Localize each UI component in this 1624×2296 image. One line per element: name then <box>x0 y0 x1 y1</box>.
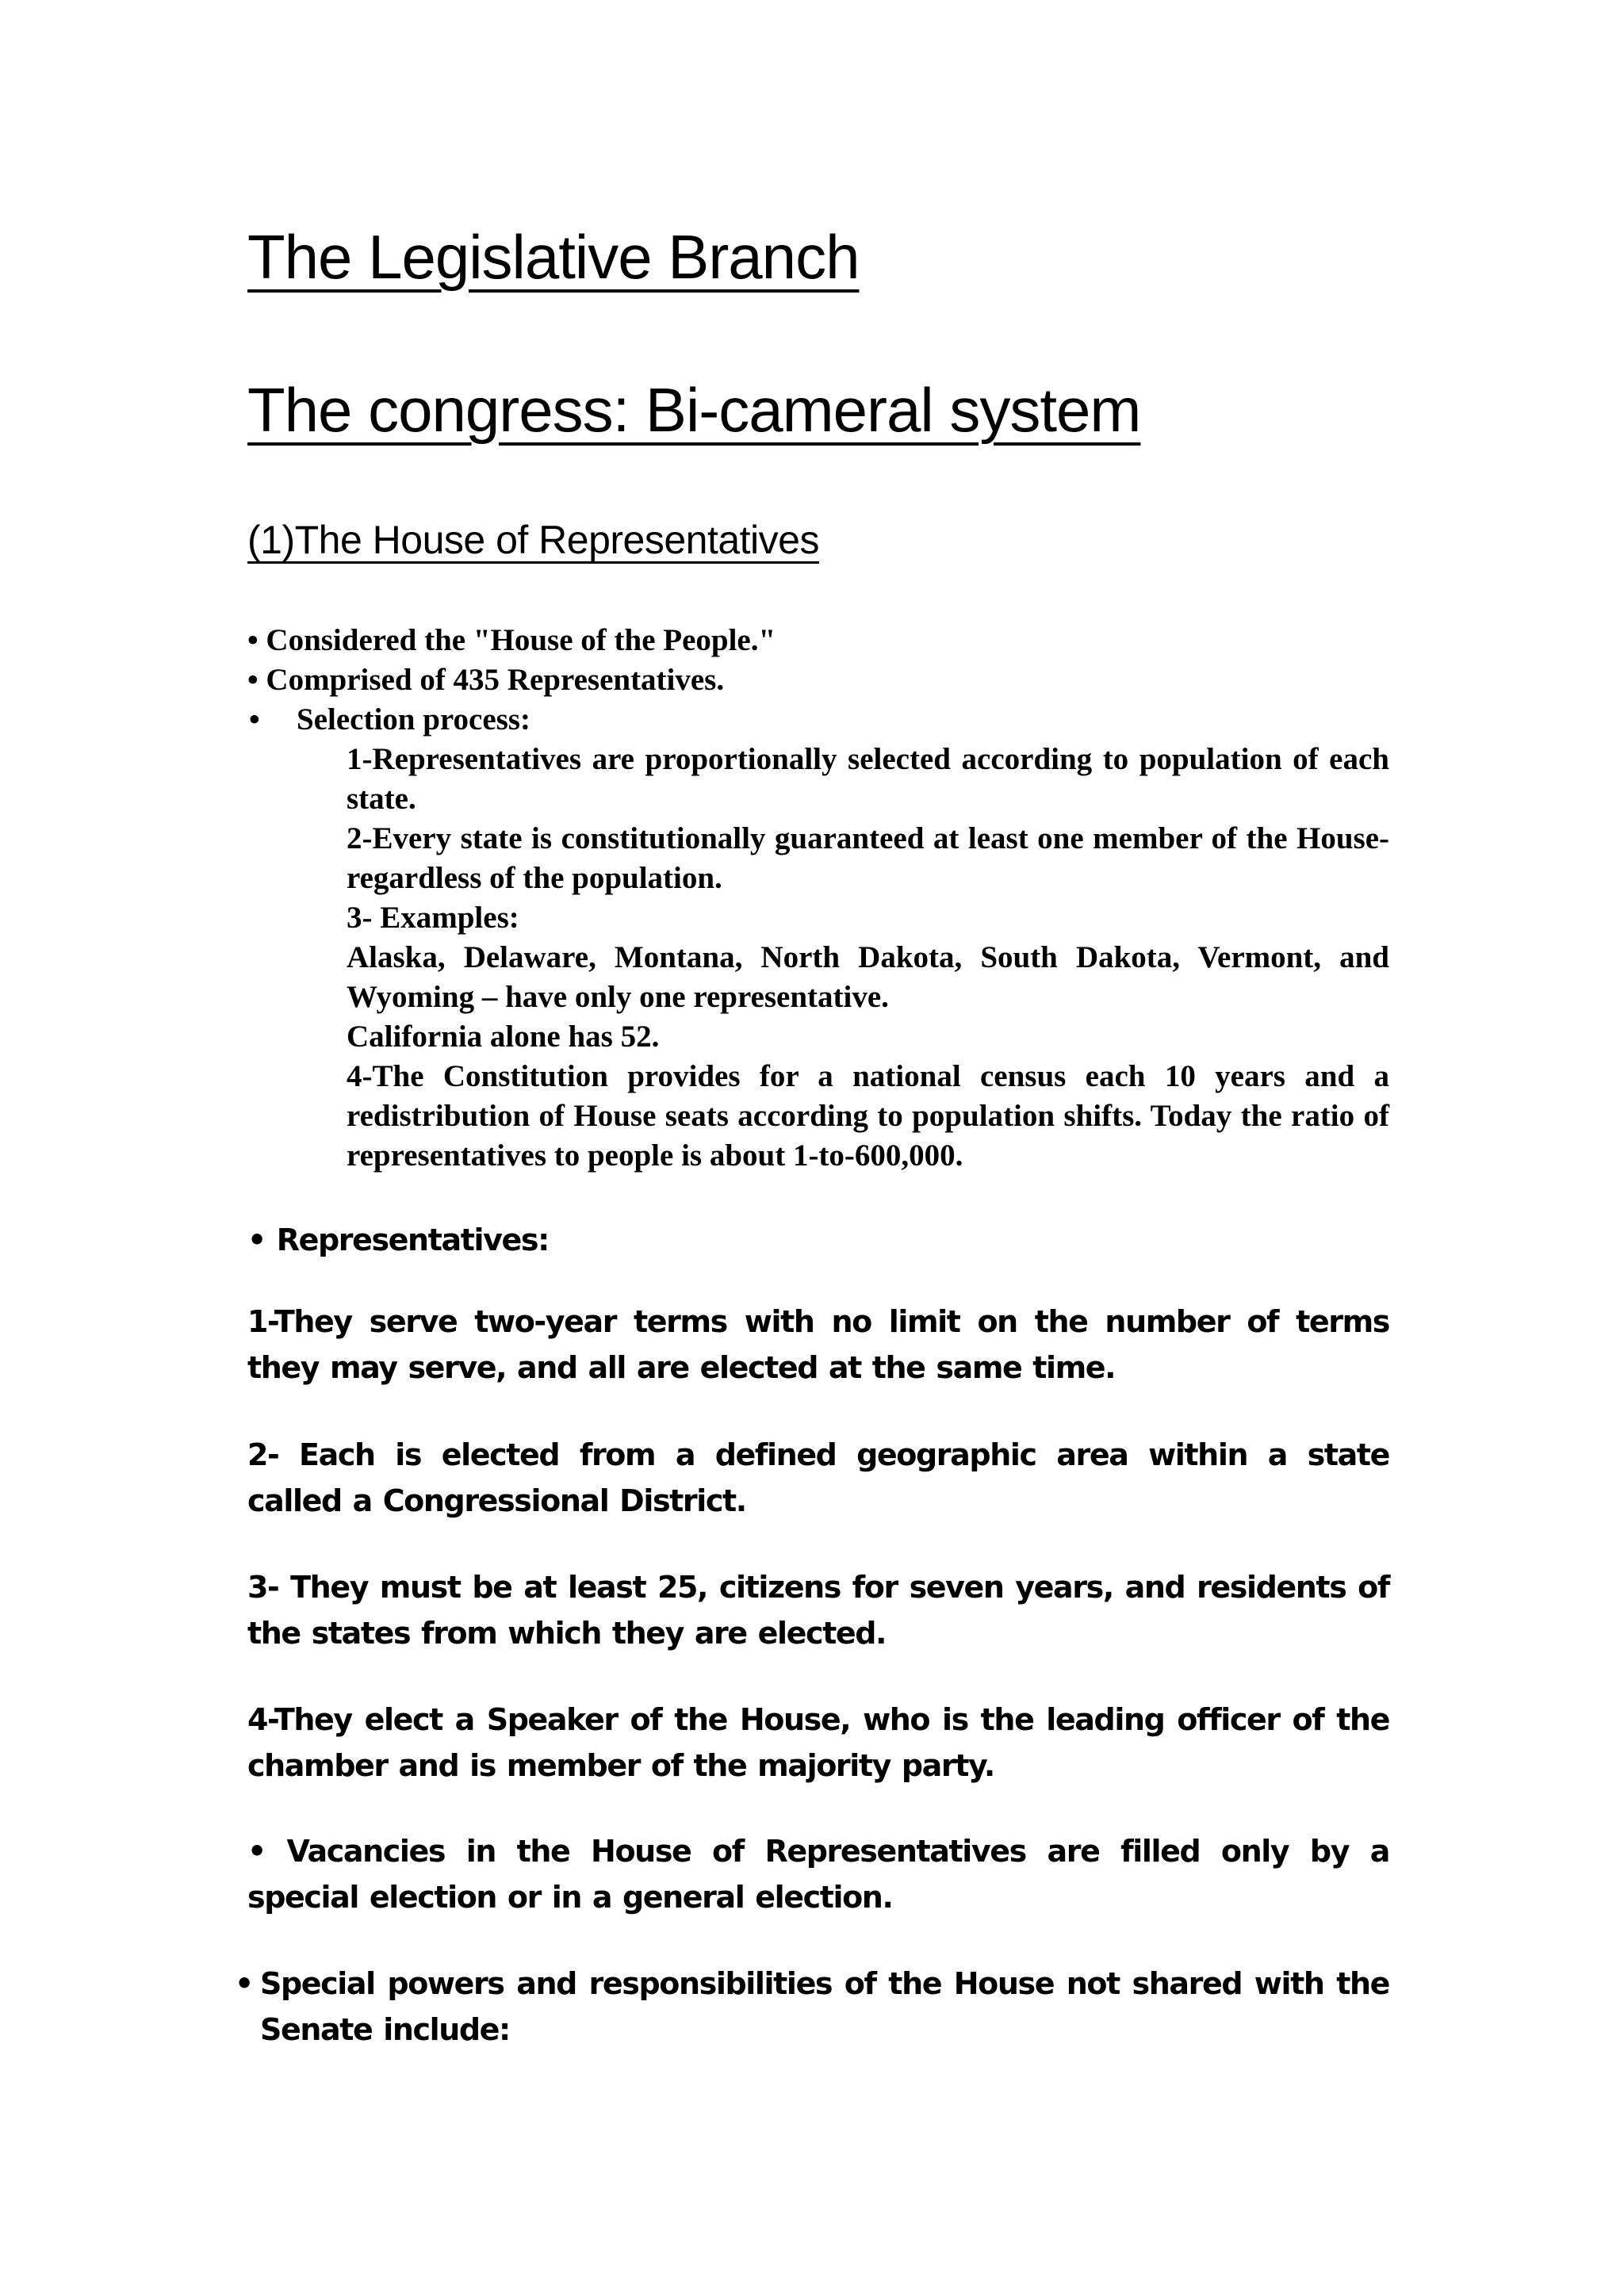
representatives-heading-text: • Representatives: <box>247 1223 549 1257</box>
representatives-point <box>247 1697 1389 1789</box>
fact-house-of-people: • Considered the "House of the People." <box>247 623 776 657</box>
representatives-heading <box>247 1217 1389 1263</box>
bullet-marker: • <box>235 1966 253 2001</box>
selection-item: 4-The Constitution provides for a national census each 10 years and a redistribution of House seats according to population shifts. Today the ratio of representatives to people is about 1-to-600,000. <box>347 1059 1389 1173</box>
house-facts <box>247 621 1389 1176</box>
special-powers-text: Special powers and responsibilities of the House not shared with the Senate include: <box>260 1966 1389 2047</box>
vacancies-text: • Vacancies in the House of Representatives are filled only by a special election or in a general election. <box>247 1834 1389 1915</box>
selection-item: 1-Representatives are proportionally selected according to population of each state. <box>347 742 1389 816</box>
selection-item: Alaska, Delaware, Montana, North Dakota, South Dakota, Vermont, and Wyoming – have only one representative. <box>347 940 1389 1014</box>
representatives-point-text: 3- They must be at least 25, citizens for seven years, and residents of the states from which they are elected. <box>247 1570 1389 1651</box>
representatives-point <box>247 1564 1389 1656</box>
document-subtitle: The congress: Bi-cameral system <box>247 375 1141 445</box>
selection-process <box>247 700 1389 740</box>
representatives-point-text: 1-They serve two-year terms with no limit on the number of terms they may serve, and all are elected at the same time. <box>247 1304 1389 1385</box>
representatives-point <box>247 1432 1389 1524</box>
selection-item: 3- Examples: <box>347 901 519 935</box>
special-powers-paragraph <box>235 1961 1389 2053</box>
selection-process-label: Selection process: <box>297 702 530 737</box>
selection-process-items <box>347 740 1389 1176</box>
vacancies-paragraph <box>247 1828 1389 1920</box>
section-heading-house: (1)The House of Representatives <box>247 518 819 562</box>
selection-item: California alone has 52. <box>347 1020 660 1054</box>
representatives-point <box>247 1299 1389 1391</box>
bullet-marker: • <box>249 702 260 737</box>
fact-435-representatives: • Comprised of 435 Representatives. <box>247 663 725 697</box>
representatives-point-text: 4-They elect a Speaker of the House, who is the leading officer of the chamber and is member of the majority party. <box>247 1702 1389 1783</box>
representatives-point-text: 2- Each is elected from a defined geographic area within a state called a Congressional District. <box>247 1437 1389 1518</box>
document-title: The Legislative Branch <box>247 222 860 292</box>
selection-item: 2-Every state is constitutionally guaranteed at least one member of the House- regardless of the population. <box>347 821 1389 895</box>
